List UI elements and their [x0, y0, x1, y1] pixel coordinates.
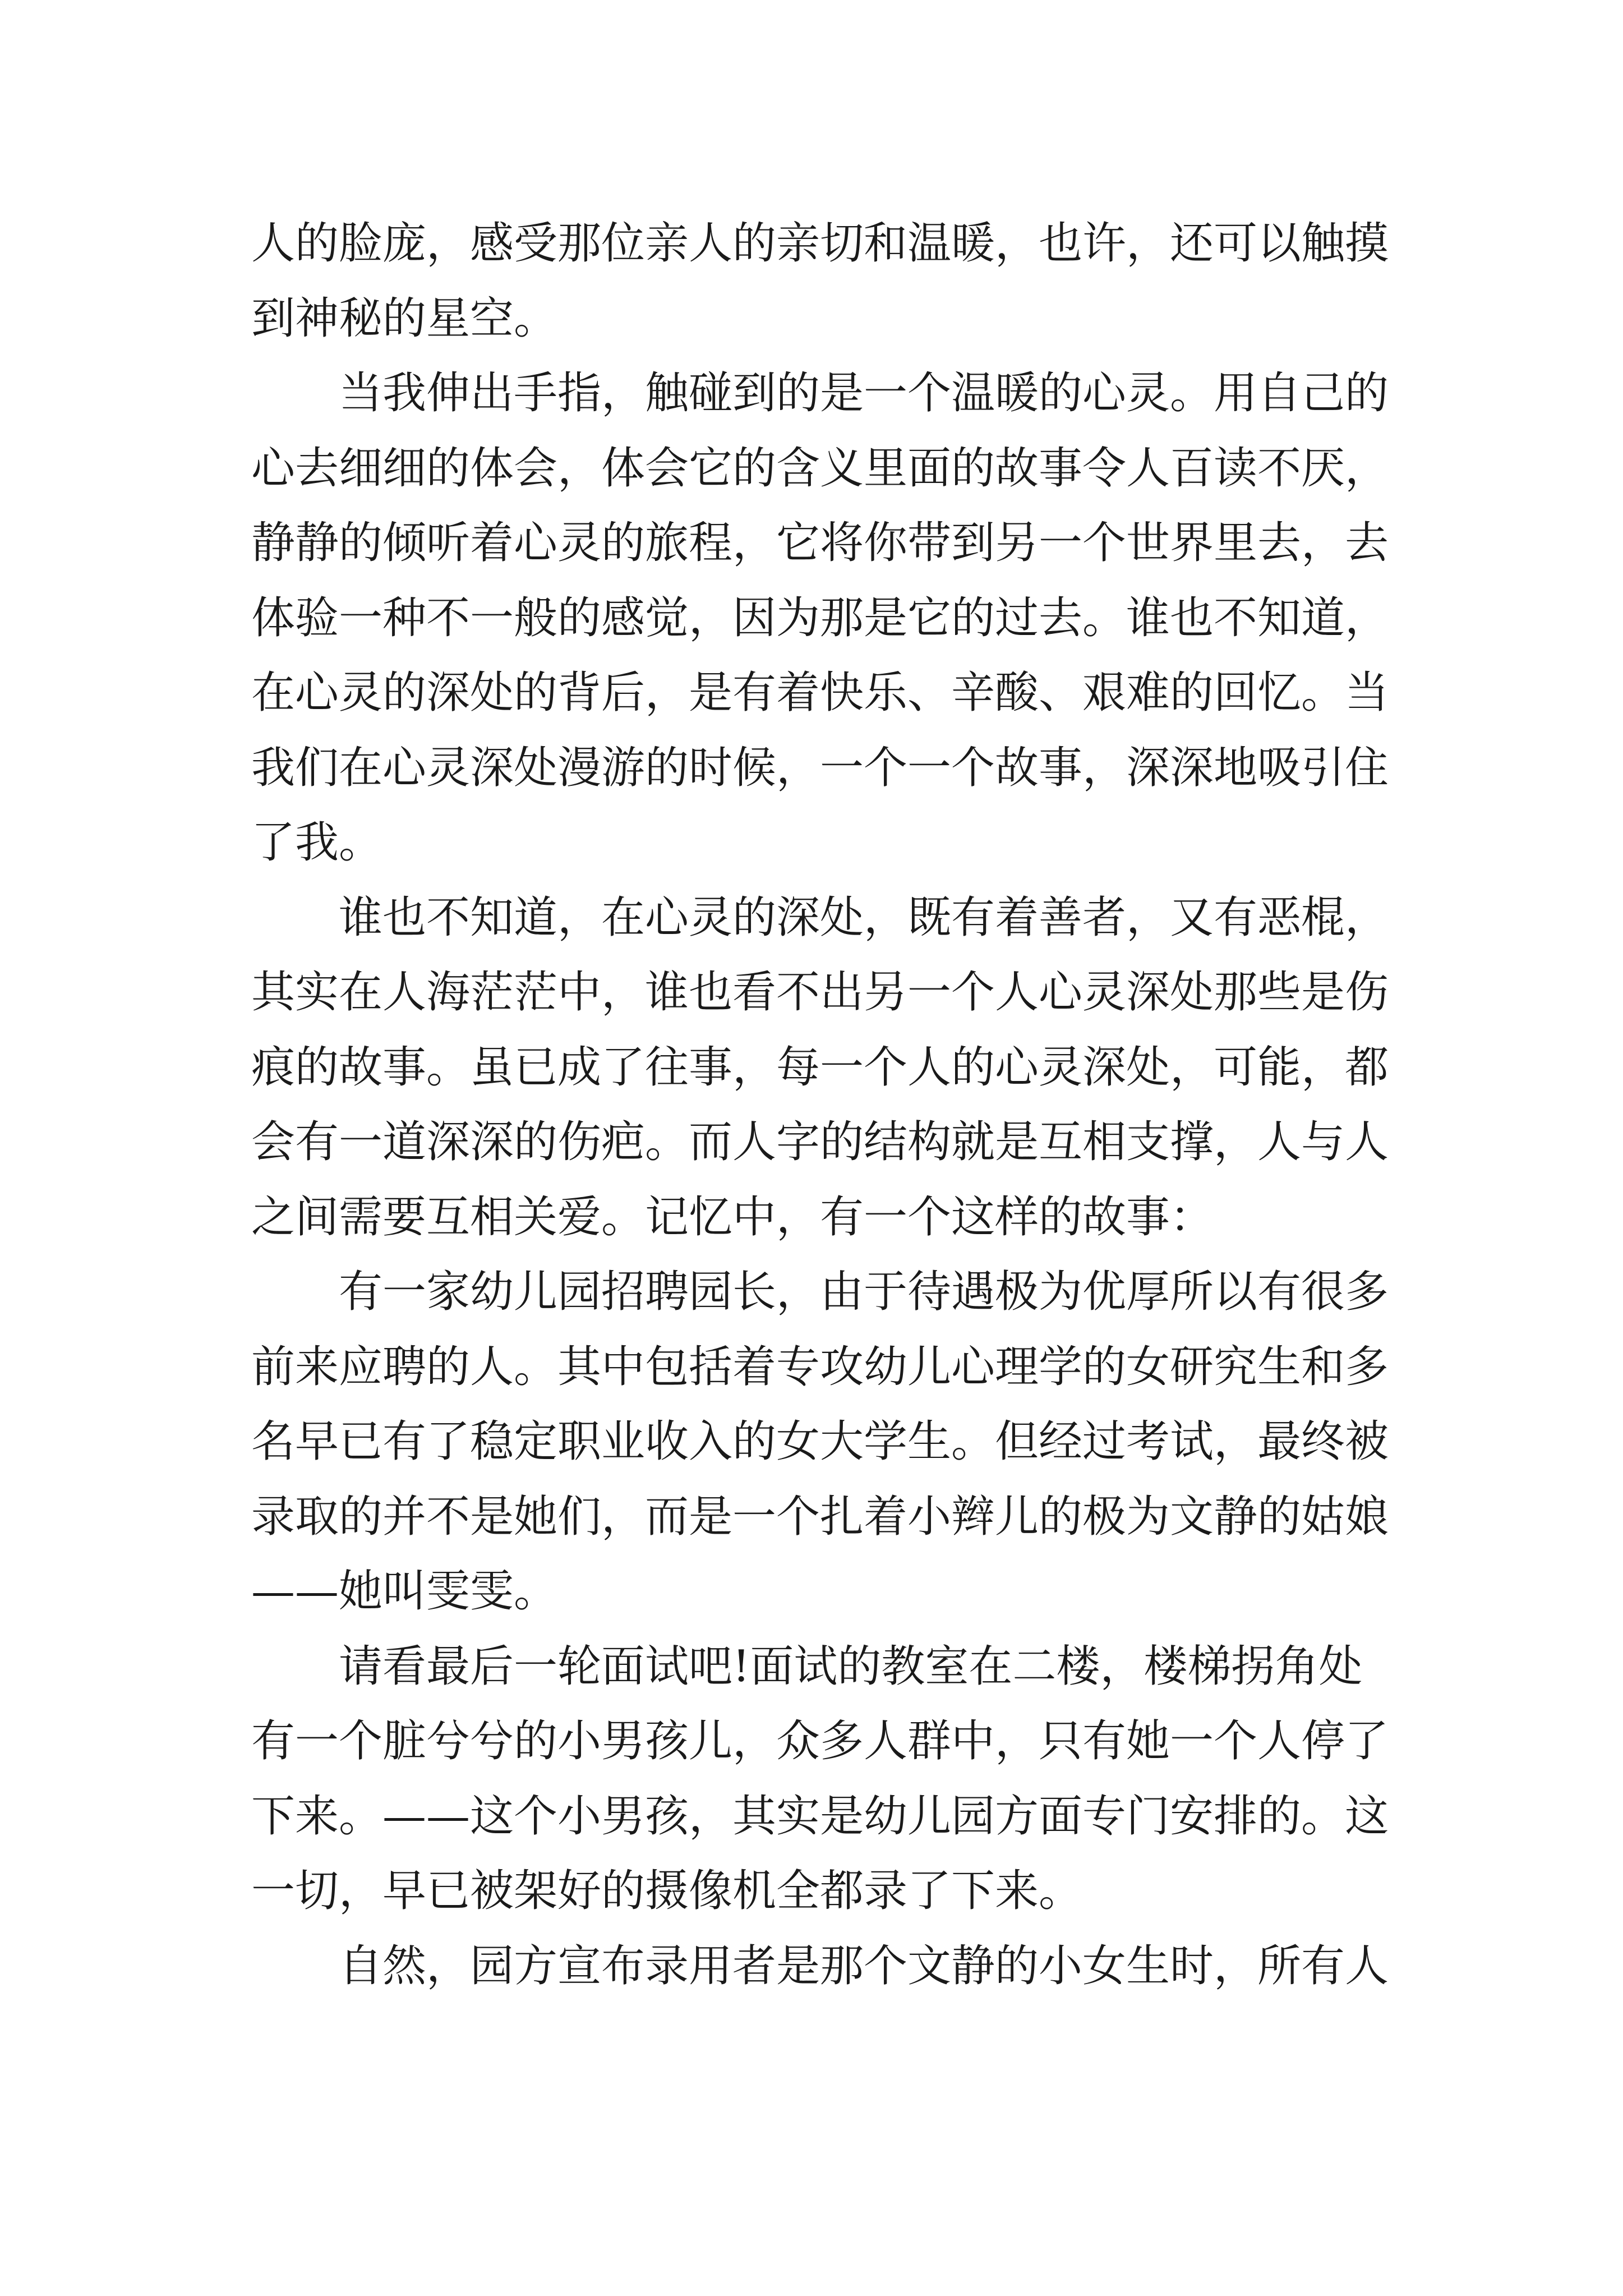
text-line: 人的脸庞，感受那位亲人的亲切和温暖，也许，还可以触摸 — [251, 218, 1389, 269]
paragraph-3 — [251, 881, 1395, 1255]
text-line: 之间需要互相关爱。记忆中，有一个这样的故事： — [251, 1191, 1214, 1243]
text-line: 到神秘的星空。 — [251, 293, 558, 344]
text-line: 体验一种不一般的感觉，因为那是它的过去。谁也不知道， — [251, 592, 1389, 643]
text-line: 痕的故事。虽已成了往事，每一个人的心灵深处，可能，都 — [251, 1042, 1389, 1093]
text-line: 前来应聘的人。其中包括着专攻幼儿心理学的女研究生和多 — [251, 1341, 1389, 1392]
text-line: 一切，早已被架好的摄像机全都录了下来。 — [251, 1866, 1083, 1916]
text-line: 有一个脏兮兮的小男孩儿，众多人群中，只有她一个人停了 — [251, 1716, 1389, 1766]
text-line: 我们在心灵深处漫游的时候，一个一个故事，深深地吸引住 — [251, 742, 1389, 793]
text-line: 当我伸出手指，触碰到的是一个温暖的心灵。用自己的 — [339, 368, 1389, 418]
paragraph-6 — [251, 1929, 1395, 2004]
document-body — [251, 206, 1395, 2004]
text-line: 录取的并不是她们，而是一个扎着小辫儿的极为文静的姑娘 — [251, 1491, 1389, 1542]
text-line: 有一家幼儿园招聘园长，由于待遇极为优厚所以有很多 — [339, 1267, 1389, 1317]
text-line: ——她叫雯雯。 — [251, 1566, 558, 1617]
text-line: 静静的倾听着心灵的旅程，它将你带到另一个世界里去，去 — [251, 518, 1389, 568]
text-line: 名早已有了稳定职业收入的女大学生。但经过考试，最终被 — [251, 1416, 1389, 1467]
text-line: 了我。 — [251, 817, 383, 868]
text-line: 下来。——这个小男孩，其实是幼儿园方面专门安排的。这 — [251, 1791, 1389, 1842]
paragraph-4 — [251, 1255, 1395, 1630]
text-line: 在心灵的深处的背后，是有着快乐、辛酸、艰难的回忆。当 — [251, 668, 1389, 718]
paragraph-2 — [251, 356, 1395, 881]
paragraph-5 — [251, 1630, 1395, 1929]
text-line: 心去细细的体会，体会它的含义里面的故事令人百读不厌， — [251, 443, 1389, 494]
paragraph-1 — [251, 206, 1395, 356]
text-line: 请看最后一轮面试吧!面试的教室在二楼，楼梯拐角处 — [339, 1641, 1363, 1692]
text-line: 自然，园方宣布录用者是那个文静的小女生时，所有人 — [339, 1940, 1389, 1991]
text-line: 会有一道深深的伤疤。而人字的结构就是互相支撑，人与人 — [251, 1117, 1389, 1167]
text-line: 其实在人海茫茫中，谁也看不出另一个人心灵深处那些是伤 — [251, 967, 1389, 1018]
text-line: 谁也不知道，在心灵的深处，既有着善者，又有恶棍， — [339, 892, 1389, 943]
